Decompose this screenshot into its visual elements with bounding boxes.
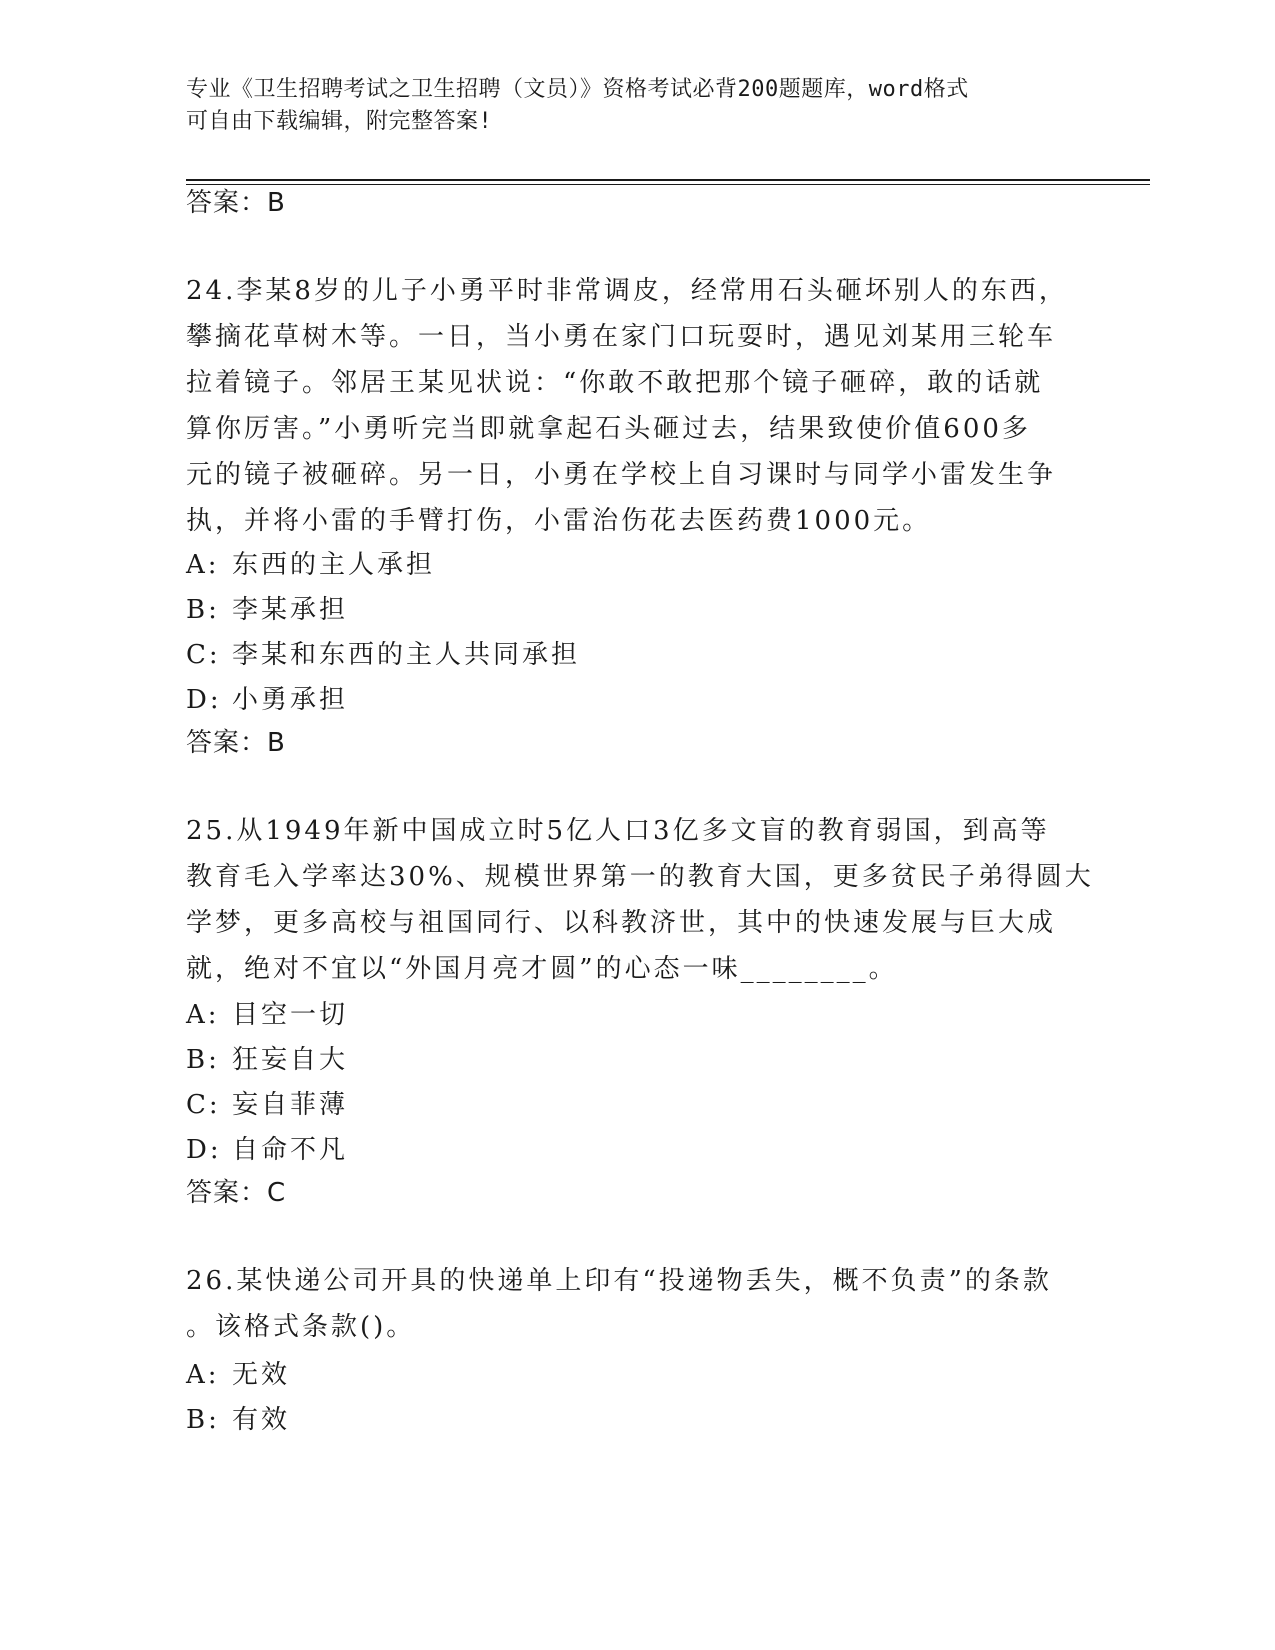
- question-text-line: 。该格式条款()。: [186, 1312, 416, 1342]
- answer-line: 答案：B: [186, 188, 286, 218]
- option-text: 小勇承担: [232, 685, 349, 715]
- option-key: B:: [186, 1045, 220, 1075]
- option-b: [186, 1403, 290, 1437]
- question-25: [186, 808, 1094, 992]
- header-line-1: 专业《卫生招聘考试之卫生招聘（文员）》资格考试必背200题题库，word格式: [186, 77, 969, 102]
- option-key: B:: [186, 595, 220, 625]
- question-text-line: 26.某快递公司开具的快递单上印有“投递物丢失，概不负责”的条款: [186, 1266, 1052, 1296]
- question-text-line: 算你厉害。”小勇听完当即就拿起石头砸过去，结果致使价值600多: [186, 414, 1031, 444]
- option-c: [186, 638, 580, 672]
- option-d: [186, 683, 348, 717]
- question-text-line: 教育毛入学率达30%、规模世界第一的教育大国，更多贫民子弟得圆大: [186, 862, 1094, 892]
- option-a: [186, 1358, 290, 1392]
- option-key: A:: [186, 1000, 220, 1030]
- option-key: C:: [186, 1090, 221, 1120]
- question-text-line: 就，绝对不宜以“外国月亮才圆”的心态一味________。: [186, 954, 898, 984]
- option-key: D:: [186, 685, 222, 715]
- question-text-line: 24.李某8岁的儿子小勇平时非常调皮，经常用石头砸坏别人的东西，: [186, 276, 1068, 306]
- option-c: [186, 1088, 348, 1122]
- header-divider-thick: [186, 179, 1150, 181]
- option-text: 有效: [232, 1405, 291, 1435]
- document-header: [186, 74, 1086, 138]
- question-text-line: 元的镜子被砸碎。另一日，小勇在学校上自习课时与同学小雷发生争: [186, 460, 1057, 490]
- option-text: 目空一切: [232, 1000, 349, 1030]
- option-text: 狂妄自大: [232, 1045, 349, 1075]
- option-b: [186, 1043, 348, 1077]
- question-text-line: 学梦，更多高校与祖国同行、以科教济世，其中的快速发展与巨大成: [186, 908, 1057, 938]
- question-26: [186, 1258, 1086, 1350]
- option-text: 妄自菲薄: [232, 1090, 349, 1120]
- header-divider-thin: [186, 184, 1150, 185]
- option-text: 东西的主人承担: [232, 550, 436, 580]
- question-24: [186, 268, 1086, 544]
- option-key: D:: [186, 1135, 222, 1165]
- option-key: B:: [186, 1405, 220, 1435]
- option-text: 自命不凡: [232, 1135, 349, 1165]
- option-text: 李某承担: [232, 595, 349, 625]
- option-text: 无效: [232, 1360, 291, 1390]
- question-text-line: 25.从1949年新中国成立时5亿人口3亿多文盲的教育弱国，到高等: [186, 816, 1050, 846]
- question-text-line: 拉着镜子。邻居王某见状说：“你敢不敢把那个镜子砸碎，敢的话就: [186, 368, 1044, 398]
- option-a: [186, 548, 435, 582]
- option-text: 李某和东西的主人共同承担: [232, 640, 581, 670]
- option-d: [186, 1133, 348, 1167]
- question-text-line: 执，并将小雷的手臂打伤，小雷治伤花去医药费1000元。: [186, 506, 932, 536]
- option-key: C:: [186, 640, 221, 670]
- option-b: [186, 593, 348, 627]
- question-text-line: 攀摘花草树木等。一日，当小勇在家门口玩耍时，遇见刘某用三轮车: [186, 322, 1057, 352]
- option-key: A:: [186, 550, 220, 580]
- option-key: A:: [186, 1360, 220, 1390]
- answer-line: 答案：C: [186, 1178, 287, 1208]
- option-a: [186, 998, 348, 1032]
- header-line-2: 可自由下载编辑，附完整答案!: [186, 109, 493, 134]
- answer-line: 答案：B: [186, 728, 286, 758]
